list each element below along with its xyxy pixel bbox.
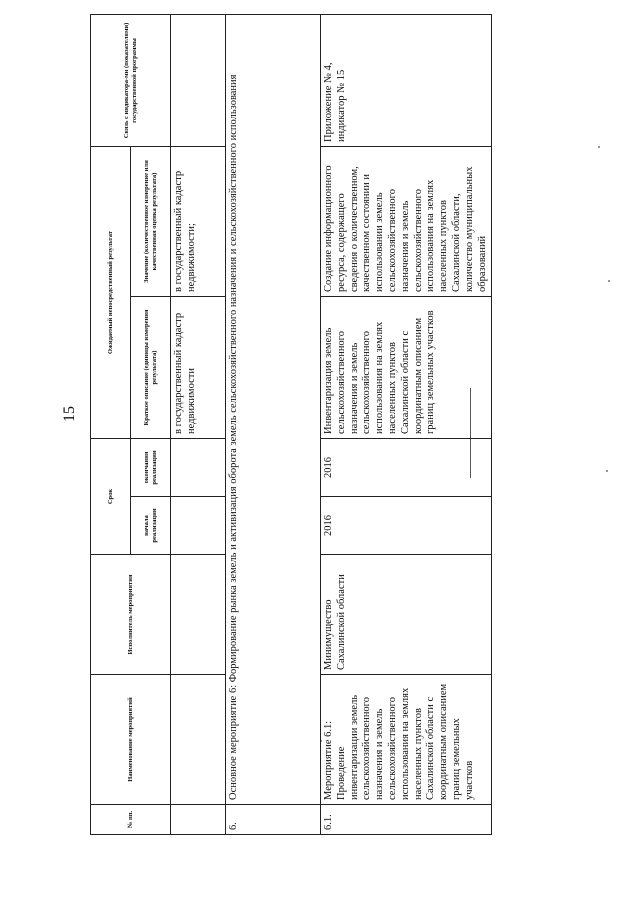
- cell-value: в государственный кадастр недвижимости;: [171, 147, 226, 297]
- cell-desc: Инвентаризация земель сельскохозяйственного назначения и земель сельскохозяйственного использования на землях населенных пунктов Сахалинской области с координатным описанием границ земельных участков: [321, 297, 492, 439]
- cell-executor: [171, 555, 226, 675]
- table-row: [321, 15, 492, 835]
- cell-end: 2016: [321, 439, 492, 497]
- cell-num: [171, 805, 226, 835]
- cell-end: [171, 439, 226, 497]
- cell-executor: Минимущество Сахалинской области: [321, 555, 492, 675]
- cell-start: [171, 497, 226, 555]
- header-row-1: [91, 15, 131, 835]
- cell-name: [171, 675, 226, 805]
- rotated-table-wrapper: [90, 15, 488, 835]
- cell-link: Приложение № 4, индикатор № 15: [321, 15, 492, 147]
- measures-table: [90, 14, 492, 835]
- header-link: Связь с индикатора-ми (показателями) государственной программы: [91, 15, 171, 147]
- header-term: Срок: [91, 439, 131, 555]
- header-name: Наименование мероприятий: [91, 675, 171, 805]
- header-result-desc: Краткое описание (единицы измерения результата): [131, 297, 171, 439]
- cell-num: 6.1.: [321, 805, 492, 835]
- header-executor: Исполнитель мероприятия: [91, 555, 171, 675]
- header-result: Ожидаемый непосредственный результат: [91, 147, 131, 439]
- header-result-value: Значение (количественное измерение или качественная оценка результата): [131, 147, 171, 297]
- scan-speck: [608, 280, 610, 282]
- scan-speck: [598, 146, 600, 148]
- cell-name: Основное мероприятие 6: Формирование рынка земель и активизация оборота земель сельскохозяйственного назначения и сельскохозяйственного использования: [226, 15, 321, 805]
- cell-link: [171, 15, 226, 147]
- header-term-start: начала реализации: [131, 497, 171, 555]
- table-row: [226, 15, 321, 835]
- scan-speck: [606, 470, 608, 472]
- cell-start: 2016: [321, 497, 492, 555]
- table-row: [171, 15, 226, 835]
- cell-desc: в государственный кадастр недвижимости: [171, 297, 226, 439]
- cell-name: Мероприятие 6.1: Проведение инвентаризации земель сельскохозяйственного назначения и земель сельскохозяйственного использования на землях населенных пунктов Сахалинской области с координатным описанием границ земельных участков: [321, 675, 492, 805]
- cell-num: 6.: [226, 805, 321, 835]
- cell-value: Создание информационного ресурса, содержащего сведения о количественном, качественном состоянии и использовании земель сельскохозяйственного назначения и земель сельскохозяйственного использования на землях населенных пунктов Сахалинской области, количество муниципальных образований: [321, 147, 492, 297]
- header-term-end: окончания реализации: [131, 439, 171, 497]
- page-number: 15: [61, 406, 78, 422]
- header-num: № пп.: [91, 805, 171, 835]
